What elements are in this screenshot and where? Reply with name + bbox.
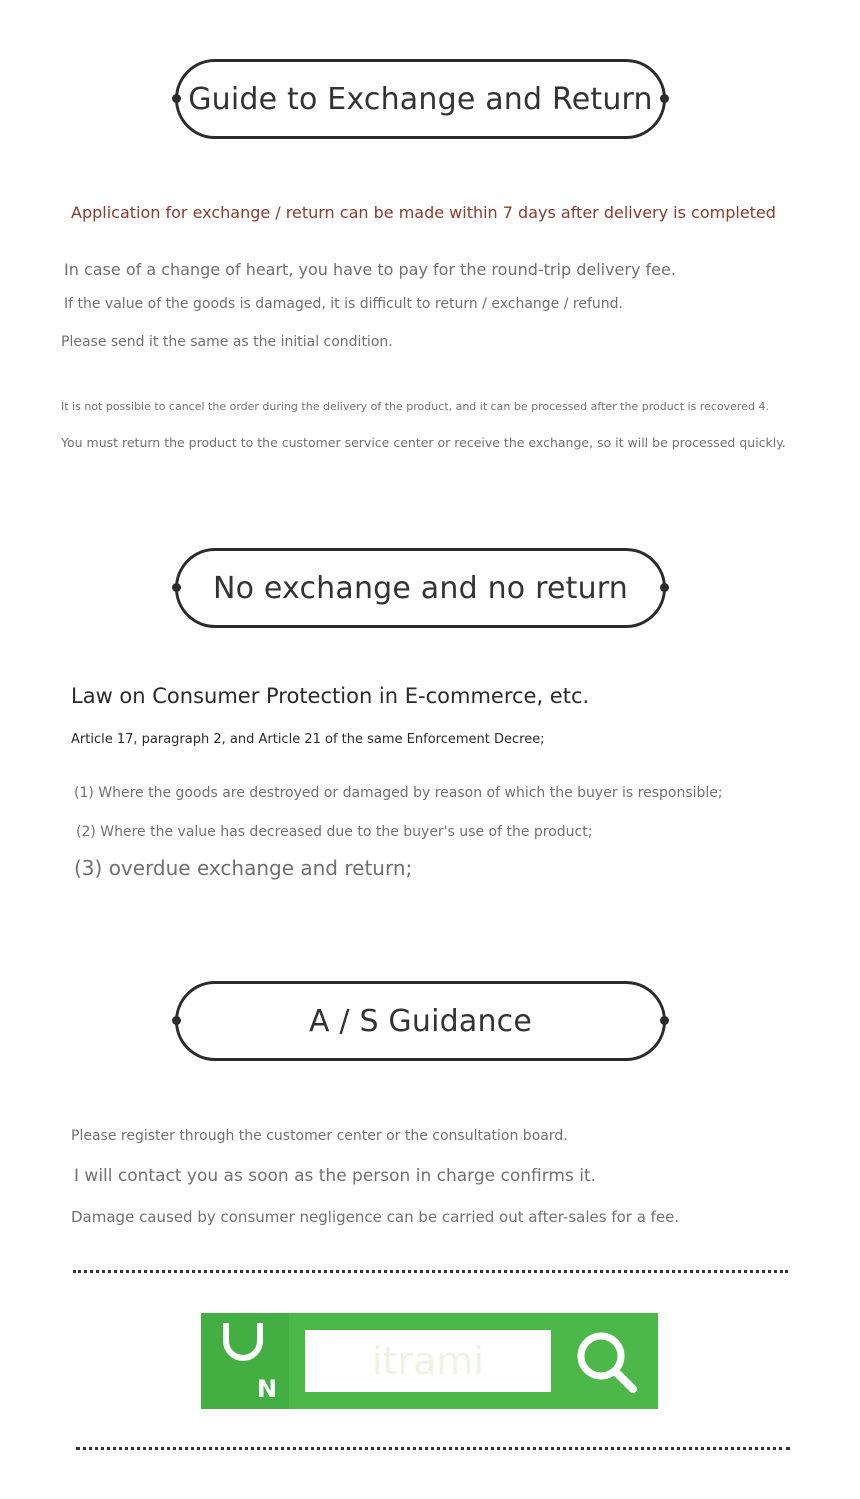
notice-line: It is not possible to cancel the order during the delivery of the product, and it can be processed after the product is recovered 4. [61, 400, 769, 413]
dotted-divider [76, 1447, 790, 1450]
law-subtitle: Article 17, paragraph 2, and Article 21 of the same Enforcement Decree; [71, 732, 545, 747]
right-dot-icon [660, 94, 669, 103]
left-dot-icon [172, 1016, 181, 1025]
restriction-item: (2) Where the value has decreased due to the buyer's use of the product; [76, 824, 593, 840]
dotted-divider [73, 1270, 788, 1273]
section-header-exchange-return [175, 59, 666, 139]
search-icon[interactable] [573, 1329, 639, 1395]
search-banner[interactable] [201, 1313, 658, 1409]
as-line: I will contact you as soon as the person in charge confirms it. [74, 1166, 597, 1186]
left-dot-icon [172, 583, 181, 592]
as-line: Damage caused by consumer negligence can be carried out after-sales for a fee. [71, 1208, 680, 1226]
notice-line: Please send it the same as the initial condition. [61, 334, 393, 350]
law-title: Law on Consumer Protection in E-commerce, etc. [71, 684, 590, 708]
left-dot-icon [172, 94, 181, 103]
notice-line: You must return the product to the customer service center or receive the exchange, so it will be processed quickly. [61, 435, 786, 450]
section-header-no-exchange [175, 548, 666, 628]
restriction-item: (3) overdue exchange and return; [74, 856, 413, 880]
notice-line: In case of a change of heart, you have to pay for the round-trip delivery fee. [64, 260, 676, 279]
section-header-as-guidance [175, 981, 666, 1061]
logo-u-icon [223, 1323, 263, 1361]
store-logo [201, 1313, 289, 1409]
notice-line: If the value of the goods is damaged, it is difficult to return / exchange / refund. [64, 296, 623, 312]
right-dot-icon [660, 583, 669, 592]
restriction-item: (1) Where the goods are destroyed or damaged by reason of which the buyer is responsible; [74, 785, 723, 801]
search-query: itrami [372, 1339, 484, 1383]
logo-letter: N [257, 1375, 278, 1403]
search-field[interactable] [305, 1330, 551, 1392]
section-title: A / S Guidance [308, 1003, 533, 1039]
section-title: No exchange and no return [212, 570, 629, 606]
section-title: Guide to Exchange and Return [188, 81, 653, 117]
as-line: Please register through the customer center or the consultation board. [71, 1128, 568, 1144]
exchange-period-notice: Application for exchange / return can be made within 7 days after delivery is completed [71, 203, 776, 222]
right-dot-icon [660, 1016, 669, 1025]
